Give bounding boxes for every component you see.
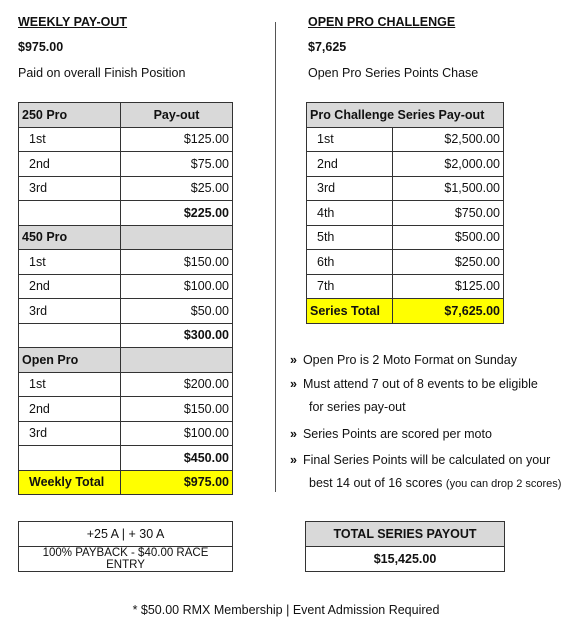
weekly-total-value: $975.00 xyxy=(121,470,233,495)
bullet-text: Series Points are scored per moto xyxy=(302,427,492,441)
bullet-text: Final Series Points will be calculated on your xyxy=(302,453,551,467)
race-entry-box xyxy=(18,521,233,572)
payback-line: 100% PAYBACK - $40.00 RACE ENTRY xyxy=(19,547,233,572)
empty-cell xyxy=(19,201,121,226)
place-cell: 4th xyxy=(307,201,393,226)
table-row xyxy=(19,250,233,275)
table-row xyxy=(19,522,233,547)
place-cell: 3rd xyxy=(307,176,393,201)
amount-cell: $100.00 xyxy=(121,274,233,299)
amount-cell: $200.00 xyxy=(121,372,233,397)
bullet-item xyxy=(290,349,517,371)
table-row xyxy=(19,127,233,152)
table-row xyxy=(19,152,233,177)
weekly-payout-amount: $975.00 xyxy=(18,40,64,54)
place-cell: 6th xyxy=(307,250,393,275)
series-total-value: $7,625.00 xyxy=(393,299,504,324)
place-cell: 2nd xyxy=(19,397,121,422)
table-row xyxy=(19,176,233,201)
bullet-text: Open Pro is 2 Moto Format on Sunday xyxy=(302,353,517,367)
table-row xyxy=(19,547,233,572)
chevron-right-icon: » xyxy=(290,353,297,367)
amount-cell: $150.00 xyxy=(121,250,233,275)
subtotal-250: $225.00 xyxy=(121,201,233,226)
place-cell: 2nd xyxy=(19,152,121,177)
empty-cell xyxy=(19,446,121,471)
table-row xyxy=(306,547,505,572)
amount-cell: $25.00 xyxy=(121,176,233,201)
chevron-right-icon: » xyxy=(290,377,297,391)
place-cell: 2nd xyxy=(307,152,393,177)
table-row xyxy=(307,127,504,152)
amount-cell: $250.00 xyxy=(393,250,504,275)
payout-column-header: Pay-out xyxy=(121,103,233,128)
weekly-payout-note: Paid on overall Finish Position xyxy=(18,66,186,80)
table-row xyxy=(307,176,504,201)
table-row xyxy=(307,250,504,275)
amount-cell: $100.00 xyxy=(121,421,233,446)
open-pro-challenge-heading: OPEN PRO CHALLENGE xyxy=(308,15,456,29)
amount-cell: $1,500.00 xyxy=(393,176,504,201)
place-cell: 1st xyxy=(19,127,121,152)
table-header-row xyxy=(307,103,504,128)
open-pro-challenge-note: Open Pro Series Points Chase xyxy=(308,66,479,80)
total-series-payout-box xyxy=(305,521,505,572)
place-cell: 1st xyxy=(19,250,121,275)
open-pro-challenge-amount: $7,625 xyxy=(308,40,347,54)
pro-challenge-table xyxy=(306,102,504,324)
bullet-note: (you can drop 2 scores) xyxy=(445,478,562,490)
total-series-payout-value: $15,425.00 xyxy=(306,547,505,572)
table-row xyxy=(307,201,504,226)
chevron-right-icon: » xyxy=(290,453,297,467)
bullet-item xyxy=(290,423,492,445)
classes-line: +25 A | + 30 A xyxy=(19,522,233,547)
bullet-item xyxy=(290,449,550,471)
table-row xyxy=(19,421,233,446)
table-row xyxy=(19,274,233,299)
bullet-text: Must attend 7 out of 8 events to be eligible xyxy=(302,377,538,391)
footer-note: * $50.00 RMX Membership | Event Admission Required xyxy=(132,603,440,617)
series-total-row xyxy=(307,299,504,324)
place-cell: 5th xyxy=(307,225,393,250)
subtotal-450: $300.00 xyxy=(121,323,233,348)
bullet-continuation: for series pay-out xyxy=(309,400,406,414)
bullet-continuation xyxy=(309,472,561,495)
amount-cell: $2,000.00 xyxy=(393,152,504,177)
subtotal-row xyxy=(19,446,233,471)
class-250-label: 250 Pro xyxy=(19,103,121,128)
amount-cell: $50.00 xyxy=(121,299,233,324)
table-row xyxy=(19,372,233,397)
place-cell: 7th xyxy=(307,274,393,299)
amount-cell: $750.00 xyxy=(393,201,504,226)
column-divider xyxy=(275,22,276,492)
total-series-payout-header: TOTAL SERIES PAYOUT xyxy=(306,522,505,547)
weekly-payout-table xyxy=(18,102,233,495)
series-total-label: Series Total xyxy=(307,299,393,324)
amount-cell: $125.00 xyxy=(393,274,504,299)
table-row xyxy=(307,274,504,299)
empty-cell xyxy=(19,323,121,348)
amount-cell: $125.00 xyxy=(121,127,233,152)
subtotal-row xyxy=(19,201,233,226)
chevron-right-icon: » xyxy=(290,427,297,441)
table-row xyxy=(19,299,233,324)
amount-cell: $75.00 xyxy=(121,152,233,177)
amount-cell: $2,500.00 xyxy=(393,127,504,152)
pro-challenge-header: Pro Challenge Series Pay-out xyxy=(307,103,504,128)
place-cell: 3rd xyxy=(19,421,121,446)
empty-cell xyxy=(121,225,233,250)
bullet-item xyxy=(290,373,538,395)
amount-cell: $150.00 xyxy=(121,397,233,422)
empty-cell xyxy=(121,348,233,373)
place-cell: 2nd xyxy=(19,274,121,299)
table-row xyxy=(19,397,233,422)
weekly-total-label: Weekly Total xyxy=(19,470,121,495)
class-header-row xyxy=(19,225,233,250)
bullet-text: best 14 out of 16 scores xyxy=(309,476,443,490)
table-row xyxy=(307,225,504,250)
place-cell: 1st xyxy=(307,127,393,152)
amount-cell: $500.00 xyxy=(393,225,504,250)
place-cell: 3rd xyxy=(19,299,121,324)
weekly-total-row xyxy=(19,470,233,495)
class-header-row xyxy=(19,348,233,373)
subtotal-row xyxy=(19,323,233,348)
table-row xyxy=(307,152,504,177)
table-header-row xyxy=(19,103,233,128)
class-open-label: Open Pro xyxy=(19,348,121,373)
weekly-payout-heading: WEEKLY PAY-OUT xyxy=(18,15,128,29)
table-header-row xyxy=(306,522,505,547)
place-cell: 1st xyxy=(19,372,121,397)
place-cell: 3rd xyxy=(19,176,121,201)
subtotal-open: $450.00 xyxy=(121,446,233,471)
class-450-label: 450 Pro xyxy=(19,225,121,250)
